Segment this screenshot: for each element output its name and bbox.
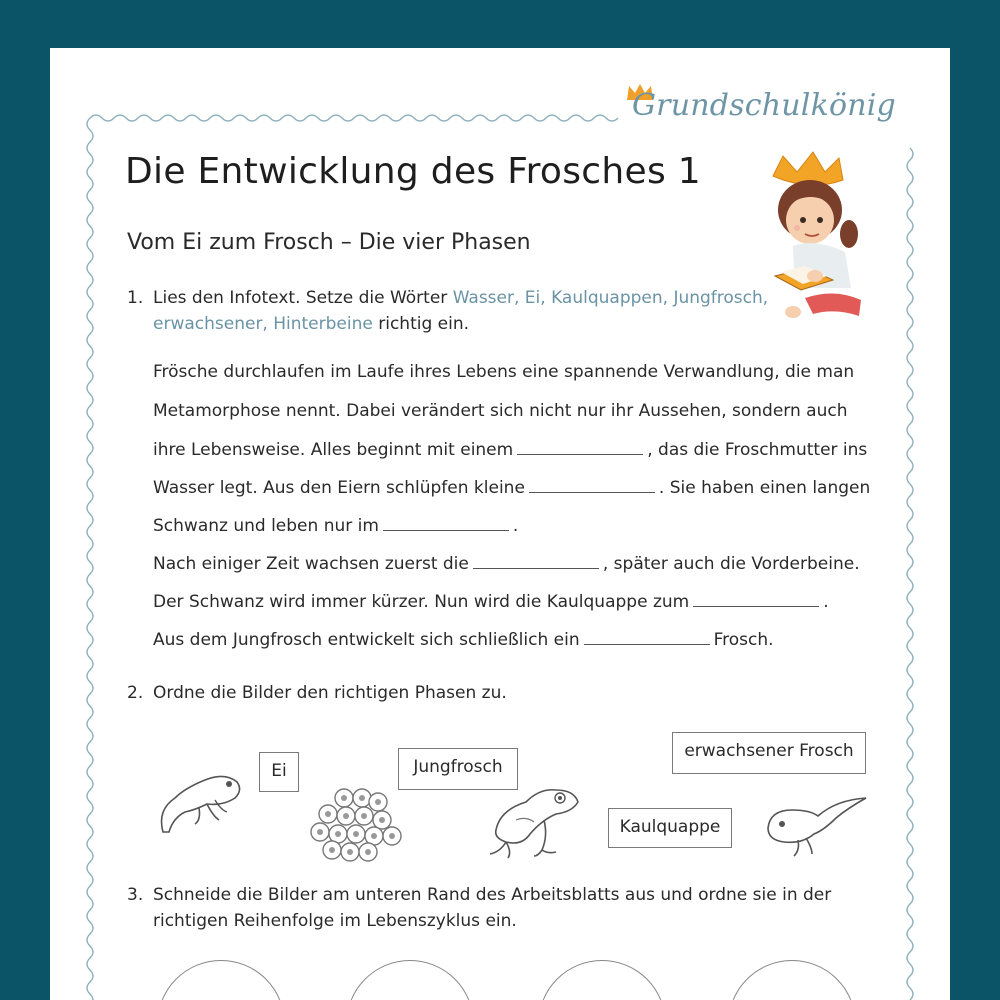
- young-frog-illustration[interactable]: [155, 760, 245, 840]
- tadpole-illustration[interactable]: [762, 792, 872, 858]
- paragraph-text: .: [823, 592, 829, 612]
- paragraph-text: , das die Froschmutter ins: [647, 440, 868, 460]
- paragraph-text: Schwanz und leben nur im: [153, 516, 379, 536]
- task-2: [127, 680, 827, 708]
- label-erwachsener-frosch[interactable]: erwachsener Frosch: [672, 732, 866, 774]
- task-1: [127, 285, 827, 345]
- page-subtitle: Vom Ei zum Frosch – Die vier Phasen: [127, 230, 531, 255]
- frog-eggs-illustration[interactable]: [308, 786, 404, 866]
- word-list-1: Wasser, Ei, Kaulquappen, Jungfrosch,: [452, 288, 769, 308]
- brand-logo: Grundschulkönig: [632, 88, 896, 123]
- word-list-2: erwachsener, Hinterbeine: [153, 314, 373, 334]
- blank-field[interactable]: [383, 517, 509, 531]
- page-title: Die Entwicklung des Frosches 1: [125, 151, 701, 192]
- paragraph-line: [153, 554, 860, 574]
- task-1-text: Lies den Infotext. Setze die Wörter: [153, 288, 453, 308]
- paragraph-line: [153, 630, 774, 650]
- task-2-instruction: Ordne die Bilder den richtigen Phasen zu.: [153, 683, 507, 703]
- task-3: [127, 882, 887, 938]
- blank-field[interactable]: [473, 555, 599, 569]
- paragraph-line: [153, 440, 867, 460]
- task-2-number: 2.: [127, 683, 144, 703]
- paragraph-text: .: [512, 516, 519, 536]
- paragraph-line: [153, 516, 518, 536]
- paragraph-text: Aus dem Jungfrosch entwickelt sich schließlich ein: [153, 630, 580, 650]
- task-1-instruction: [153, 285, 768, 337]
- task-1-number: 1.: [127, 288, 144, 308]
- blank-field[interactable]: [584, 631, 710, 645]
- label-jungfrosch[interactable]: Jungfrosch: [398, 748, 518, 790]
- paragraph-text: , später auch die Vorderbeine.: [602, 554, 860, 574]
- paragraph-line: Metamorphose nennt. Dabei verändert sich nicht nur ihr Aussehen, sondern auch: [153, 401, 848, 421]
- paragraph-line: Frösche durchlaufen im Laufe ihres Lebens eine spannende Verwandlung, die man: [153, 362, 855, 382]
- blank-field[interactable]: [529, 479, 655, 493]
- label-ei[interactable]: Ei: [259, 752, 299, 792]
- task-3-number: 3.: [127, 885, 144, 905]
- task-3-line: richtigen Reihenfolge im Lebenszyklus ein.: [153, 911, 517, 931]
- task-3-line: Schneide die Bilder am unteren Rand des Arbeitsblatts aus und ordne sie in der: [153, 885, 832, 905]
- blank-field[interactable]: [517, 441, 643, 455]
- blank-field[interactable]: [693, 593, 819, 607]
- paragraph-text: ihre Lebensweise. Alles beginnt mit einem: [153, 440, 514, 460]
- paragraph-text: Wasser legt. Aus den Eiern schlüpfen kleine: [153, 478, 525, 498]
- paragraph-text: Der Schwanz wird immer kürzer. Nun wird die Kaulquappe zum: [153, 592, 690, 612]
- paragraph-text: . Sie haben einen langen: [658, 478, 871, 498]
- worksheet: [50, 48, 950, 1000]
- label-kaulquappe[interactable]: Kaulquappe: [608, 808, 732, 848]
- paragraph-line: [153, 592, 829, 612]
- task-3-instruction: [153, 882, 831, 934]
- paragraph-text: Nach einiger Zeit wachsen zuerst die: [153, 554, 469, 574]
- task-1-text-end: richtig ein.: [372, 314, 470, 334]
- paragraph-line: [153, 478, 870, 498]
- adult-frog-illustration[interactable]: [486, 780, 586, 860]
- paragraph-text: Frosch.: [713, 630, 774, 650]
